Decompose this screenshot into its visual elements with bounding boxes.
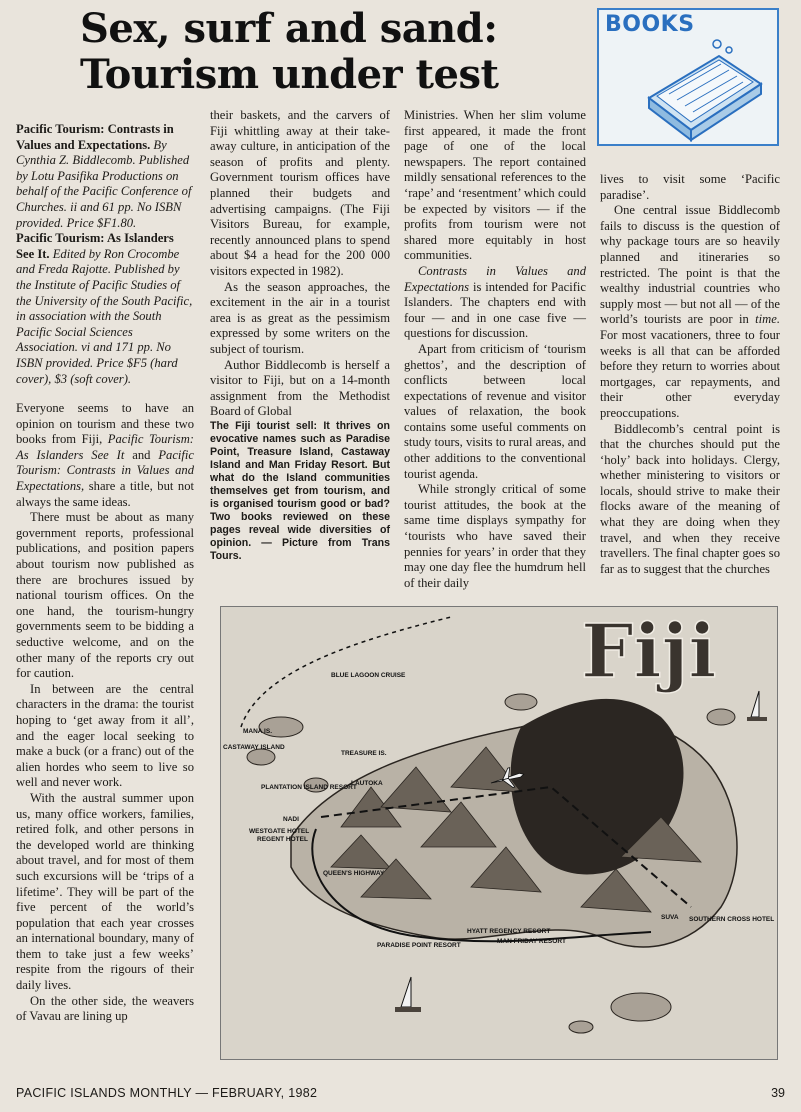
book-title: Contrasts in Values and Expectations	[404, 263, 586, 294]
text-run: share a title, but not always the same ideas.	[16, 479, 194, 509]
label-regent: REGENT HOTEL	[257, 836, 308, 843]
label-mana: MANA IS.	[243, 728, 273, 735]
paragraph: their baskets, and the carvers of Fiji whittling away at their take-away culture, in anticipation of the season of profits and plenty. Government tourism offices have planned their budgets and advertising campaigns. (The Fiji Visitors Bureau, for example, recently announced plans to spend about $4 a head for the 200 000 visitors expected in 1982).	[210, 108, 390, 278]
paragraph: Ministries. When her slim volume first appeared, it made the front page of one of the local newspapers. The report contained mildly sensational references to the ‘rape’ and ‘resentment’ which could be expected by visitors — if the profits from tourism were not shared more equitably in host communities.	[404, 108, 586, 263]
book-icon	[629, 36, 769, 142]
paragraph	[600, 203, 780, 421]
text-run: For most vacationers, three to four weeks is all that can be afforded before they return to worries about mortgages, car repayments, and their other everyday preoccupations.	[600, 327, 780, 420]
books-label: BOOKS	[605, 12, 695, 37]
column-2	[210, 108, 390, 563]
review-1-title: Pacific Tourism: Contrasts in Values and Expectations.	[16, 122, 174, 152]
page-number: 39	[771, 1086, 785, 1100]
book-title: Pacific Tourism: As Islanders See It	[16, 432, 194, 462]
label-treasure: TREASURE IS.	[341, 750, 387, 757]
paragraph	[16, 401, 194, 510]
label-queens-highway: QUEEN'S HIGHWAY	[323, 870, 385, 877]
review-1-info	[16, 122, 194, 231]
text-run: One central issue Biddlecomb fails to discuss is the question of why package tours are so heavily planned and itineraries so restricted. The point is that the wealthy industrial countries who supply most — but not all — of the world’s tourists are poor in	[600, 203, 780, 327]
paragraph: Author Biddlecomb is herself a visitor to Fiji, but on a 14-month assignment from the Methodist Board of Global	[210, 357, 390, 419]
label-castaway: CASTAWAY ISLAND	[223, 744, 285, 751]
label-paradise-point: PARADISE POINT RESORT	[377, 942, 461, 949]
fiji-map-drawing	[221, 607, 777, 1059]
label-man-friday: MAN FRIDAY RESORT	[497, 938, 566, 945]
text-run: is intended for Pacific Islanders. The chapters end with four — and in one case five — questions for discussion.	[404, 279, 586, 341]
map-title: Fiji	[581, 609, 717, 695]
paragraph: Apart from criticism of ‘tourism ghettos’, and the description of conflicts between local expectations of revenue and visitor values of relaxation, the book contains some useful comments on study tours, visits to rural areas, and other additions to the conventional tourist agenda.	[404, 341, 586, 481]
paragraph: With the austral summer upon us, many office workers, families, retired folk, and other persons in the developed world are thinking about travel, and for most of them such excursions will be ‘trips of a lifetime’. They will be part of the five percent of the world’s population that each year crosses an international boundary, many of them to take just a few weeks’ respite from the rigours of their daily lives.	[16, 790, 194, 993]
label-hyatt: HYATT REGENCY RESORT	[467, 928, 551, 935]
review-1-details: By Cynthia Z. Biddlecomb. Published by Lotu Pasifika Productions on behalf of the Pacific Conference of Churches. ii and 61 pp. No ISBN provided. Price $F1.80.	[16, 137, 192, 230]
paragraph	[404, 264, 586, 342]
headline-line-2: Tourism under test	[80, 51, 499, 98]
column-1	[16, 122, 194, 1025]
books-section-badge	[597, 8, 779, 146]
paragraph: There must be about as many government reports, professional publications, and position papers about tourism now published as there are brochures issued by national tourism offices. On the one hand, the tourism-hungry governments seem to be bidding a seductive welcome, and on the other many of the reports cry out for caution.	[16, 510, 194, 681]
column-3	[404, 108, 586, 591]
text-run: Everyone seems to have an opinion on tourism and these two books from Fiji,	[16, 401, 194, 447]
column-4	[600, 172, 780, 577]
review-2-info	[16, 231, 194, 387]
text-run: and	[124, 447, 159, 462]
label-southern-cross: SOUTHERN CROSS HOTEL	[689, 916, 775, 923]
label-lautoka: LAUTOKA	[351, 780, 383, 787]
headline	[80, 6, 580, 98]
label-nadi: NADI	[283, 816, 299, 823]
headline-line-1: Sex, surf and sand:	[80, 5, 498, 52]
paragraph: On the other side, the weavers of Vavau are lining up	[16, 993, 194, 1024]
label-blue-lagoon: BLUE LAGOON CRUISE	[331, 672, 406, 679]
review-2-details: Edited by Ron Crocombe and Freda Rajotte. Published by the Institute of Pacific Studies of the University of the South Pacific, in association with the South Pacific Social Sciences Association. vi and 171 pp. No ISBN provided. Price $F5 (hard cover), $3 (soft cover).	[16, 246, 193, 386]
paragraph: Biddlecomb’s central point is that the churches should put the ‘holy’ back into holidays. Clergy, whether ministering to visitors or locals, should strive to make their flocks aware of the meaning of what they are doing when they travel, and when they receive travellers. The final chapter goes so far as to suggest that the churches	[600, 421, 780, 576]
paragraph: While strongly critical of some tourist attitudes, the book at the same time displays sympathy for ‘tourists who have saved their pennies for years’ in order that they may one day flee the humdrum hell of their daily	[404, 482, 586, 590]
book-title: Pacific Tourism: Contrasts in Values and Expectations,	[16, 447, 194, 494]
paragraph: In between are the central characters in the drama: the tourist hoping to ‘get away from it all’, and the eager local seeking to make a buck (or a franc) out of the alien hordes who seem to live so well and never work.	[16, 681, 194, 790]
review-2-title: Pacific Tourism: As Islanders See It.	[16, 231, 174, 261]
label-suva: SUVA	[661, 914, 679, 921]
footer-publication: PACIFIC ISLANDS MONTHLY — FEBRUARY, 1982	[16, 1086, 318, 1100]
label-plantation: PLANTATION ISLAND RESORT	[261, 784, 357, 791]
photo-caption: The Fiji tourist sell: It thrives on evocative names such as Paradise Point, Treasure Island, Castaway Island and Man Friday Resort. But what do the Island communities themselves get from tourism, and is organised tourism good or bad? Two books reviewed on these pages reveal wide diversities of opinion. — Picture from Trans Tours.	[210, 419, 390, 562]
fiji-map-illustration	[220, 606, 778, 1060]
paragraph: As the season approaches, the excitement in the air in a tourist area is as great as the pessimism expressed by some writers on the subject of tourism.	[210, 279, 390, 356]
emphasis: time.	[755, 312, 780, 327]
label-westgate: WESTGATE HOTEL	[249, 828, 310, 835]
paragraph: lives to visit some ‘Pacific paradise’.	[600, 172, 780, 202]
